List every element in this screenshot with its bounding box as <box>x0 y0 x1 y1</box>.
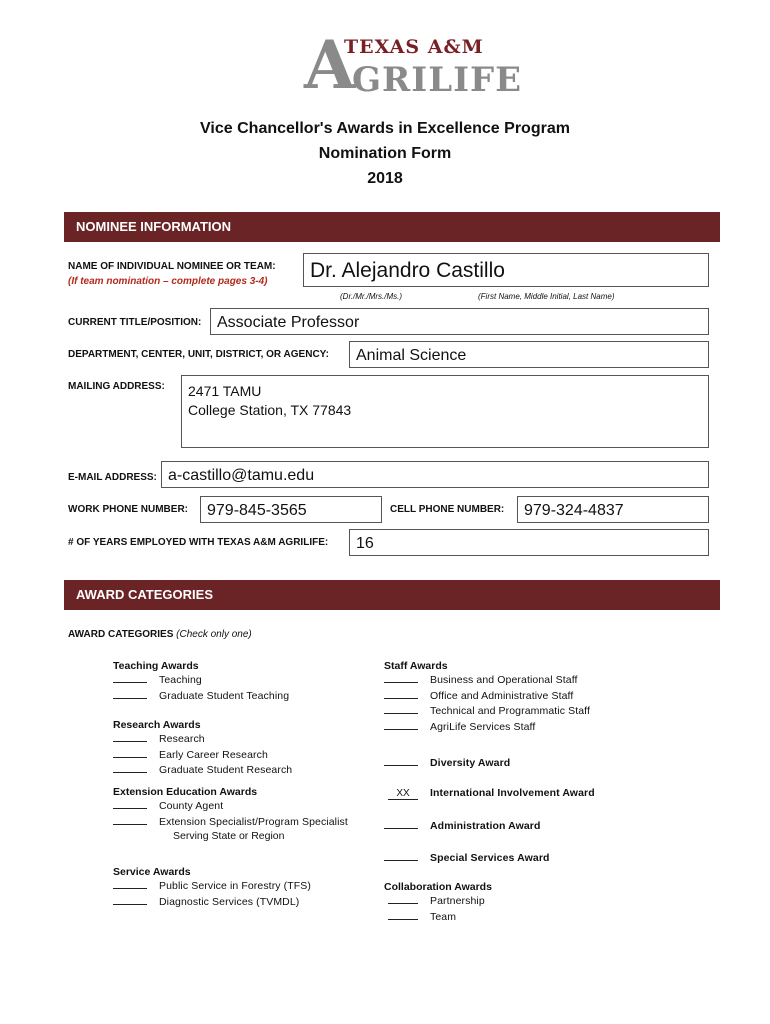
service-awards-heading: Service Awards <box>113 866 191 878</box>
award-intro <box>68 629 252 640</box>
award-option-teaching[interactable]: Teaching <box>113 672 289 688</box>
name-format-hint: (First Name, Middle Initial, Last Name) <box>478 292 615 301</box>
award-checkbox[interactable] <box>113 878 147 889</box>
team-nomination-hint: (If team nomination – complete pages 3-4) <box>68 276 268 287</box>
cell-phone-field[interactable]: 979-324-4837 <box>517 496 709 523</box>
form-title: Vice Chancellor's Awards in Excellence Program <box>200 120 570 137</box>
award-checkbox[interactable] <box>384 672 418 683</box>
form-subtitle: Nomination Form <box>318 145 452 162</box>
award-checkbox[interactable] <box>113 814 147 825</box>
award-option-partnership[interactable]: Partnership <box>384 893 492 909</box>
diversity-award-label: Diversity Award <box>430 757 511 769</box>
extension-awards-heading: Extension Education Awards <box>113 786 258 798</box>
agrilife-logo <box>300 26 523 104</box>
staff-awards-heading: Staff Awards <box>384 660 448 672</box>
work-phone-field[interactable]: 979-845-3565 <box>200 496 382 523</box>
award-option-early-career-research[interactable]: Early Career Research <box>113 747 292 763</box>
award-option-international-involvement[interactable] <box>384 786 595 802</box>
section-header-awards: AWARD CATEGORIES <box>64 580 720 610</box>
collaboration-awards-group <box>384 881 492 924</box>
logo-big-a: A <box>304 26 356 104</box>
award-checkbox[interactable] <box>113 747 147 758</box>
work-phone-label: WORK PHONE NUMBER: <box>68 504 188 515</box>
address-line-1: 2471 TAMU <box>188 383 262 399</box>
award-checkbox[interactable] <box>113 798 147 809</box>
award-checkbox[interactable] <box>113 894 147 905</box>
award-checkbox[interactable] <box>384 818 418 829</box>
department-label: DEPARTMENT, CENTER, UNIT, DISTRICT, OR AGENCY: <box>68 349 329 360</box>
title-label: CURRENT TITLE/POSITION: <box>68 317 202 328</box>
address-line-2: College Station, TX 77843 <box>188 402 352 418</box>
award-checkbox[interactable] <box>384 688 418 699</box>
research-awards-heading: Research Awards <box>113 719 201 731</box>
award-option-research[interactable]: Research <box>113 731 292 747</box>
award-intro-hint: (Check only one) <box>176 629 252 640</box>
email-field[interactable]: a-castillo@tamu.edu <box>161 461 709 488</box>
logo-texas-am: TEXAS A&M <box>344 36 484 58</box>
award-option-county-agent[interactable]: County Agent <box>113 798 348 814</box>
service-awards-group <box>113 866 311 909</box>
award-option-technical-programmatic-staff[interactable]: Technical and Programmatic Staff <box>384 703 590 719</box>
current-title-field[interactable]: Associate Professor <box>210 308 709 335</box>
special-services-award-label: Special Services Award <box>430 852 550 864</box>
award-checkbox[interactable] <box>388 909 418 920</box>
extension-awards-group <box>113 786 348 845</box>
award-option-agrilife-services-staff[interactable]: AgriLife Services Staff <box>384 719 590 735</box>
award-option-graduate-student-teaching[interactable]: Graduate Student Teaching <box>113 688 289 704</box>
award-checkbox-checked[interactable]: XX <box>388 789 418 800</box>
years-employed-label: # OF YEARS EMPLOYED WITH TEXAS A&M AGRILIFE: <box>68 537 329 548</box>
award-option-business-operational-staff[interactable]: Business and Operational Staff <box>384 672 590 688</box>
award-checkbox[interactable] <box>113 688 147 699</box>
collaboration-awards-heading: Collaboration Awards <box>384 881 492 893</box>
section-header-nominee: NOMINEE INFORMATION <box>64 212 720 242</box>
staff-awards-group <box>384 660 590 734</box>
award-checkbox[interactable] <box>384 755 418 766</box>
research-awards-group <box>113 719 292 778</box>
award-option-diversity[interactable] <box>384 755 510 771</box>
mailing-address-field[interactable] <box>181 375 709 448</box>
award-checkbox[interactable] <box>384 719 418 730</box>
award-checkbox[interactable] <box>388 893 418 904</box>
teaching-awards-heading: Teaching Awards <box>113 660 199 672</box>
teaching-awards-group <box>113 660 289 703</box>
form-year: 2018 <box>367 170 403 187</box>
award-intro-label: AWARD CATEGORIES <box>68 629 174 640</box>
name-label: NAME OF INDIVIDUAL NOMINEE OR TEAM: <box>68 261 276 272</box>
award-checkbox[interactable] <box>113 672 147 683</box>
cell-phone-label: CELL PHONE NUMBER: <box>390 504 505 515</box>
international-award-label: International Involvement Award <box>430 787 595 799</box>
email-label: E-MAIL ADDRESS: <box>68 472 157 483</box>
award-option-public-service-forestry[interactable]: Public Service in Forestry (TFS) <box>113 878 311 894</box>
years-employed-field[interactable]: 16 <box>349 529 709 556</box>
award-checkbox[interactable] <box>384 850 418 861</box>
administration-award-label: Administration Award <box>430 820 541 832</box>
nominee-name-field[interactable]: Dr. Alejandro Castillo <box>303 253 709 287</box>
award-option-team[interactable]: Team <box>384 909 492 925</box>
award-option-extension-specialist[interactable]: Extension Specialist/Program Specialist <box>113 814 348 830</box>
extension-specialist-continuation: Serving State or Region <box>173 830 285 842</box>
award-checkbox[interactable] <box>113 731 147 742</box>
award-checkbox[interactable] <box>384 703 418 714</box>
mailing-address-label: MAILING ADDRESS: <box>68 381 165 392</box>
award-checkbox[interactable] <box>113 762 147 773</box>
name-prefix-hint: (Dr./Mr./Mrs./Ms.) <box>340 292 403 301</box>
department-field[interactable]: Animal Science <box>349 341 709 368</box>
award-option-diagnostic-services[interactable]: Diagnostic Services (TVMDL) <box>113 894 311 910</box>
award-option-special-services[interactable] <box>384 850 550 866</box>
award-option-graduate-student-research[interactable]: Graduate Student Research <box>113 762 292 778</box>
award-option-office-administrative-staff[interactable]: Office and Administrative Staff <box>384 688 590 704</box>
logo-grilife: GRILIFE <box>352 60 523 100</box>
award-option-administration[interactable] <box>384 818 541 834</box>
